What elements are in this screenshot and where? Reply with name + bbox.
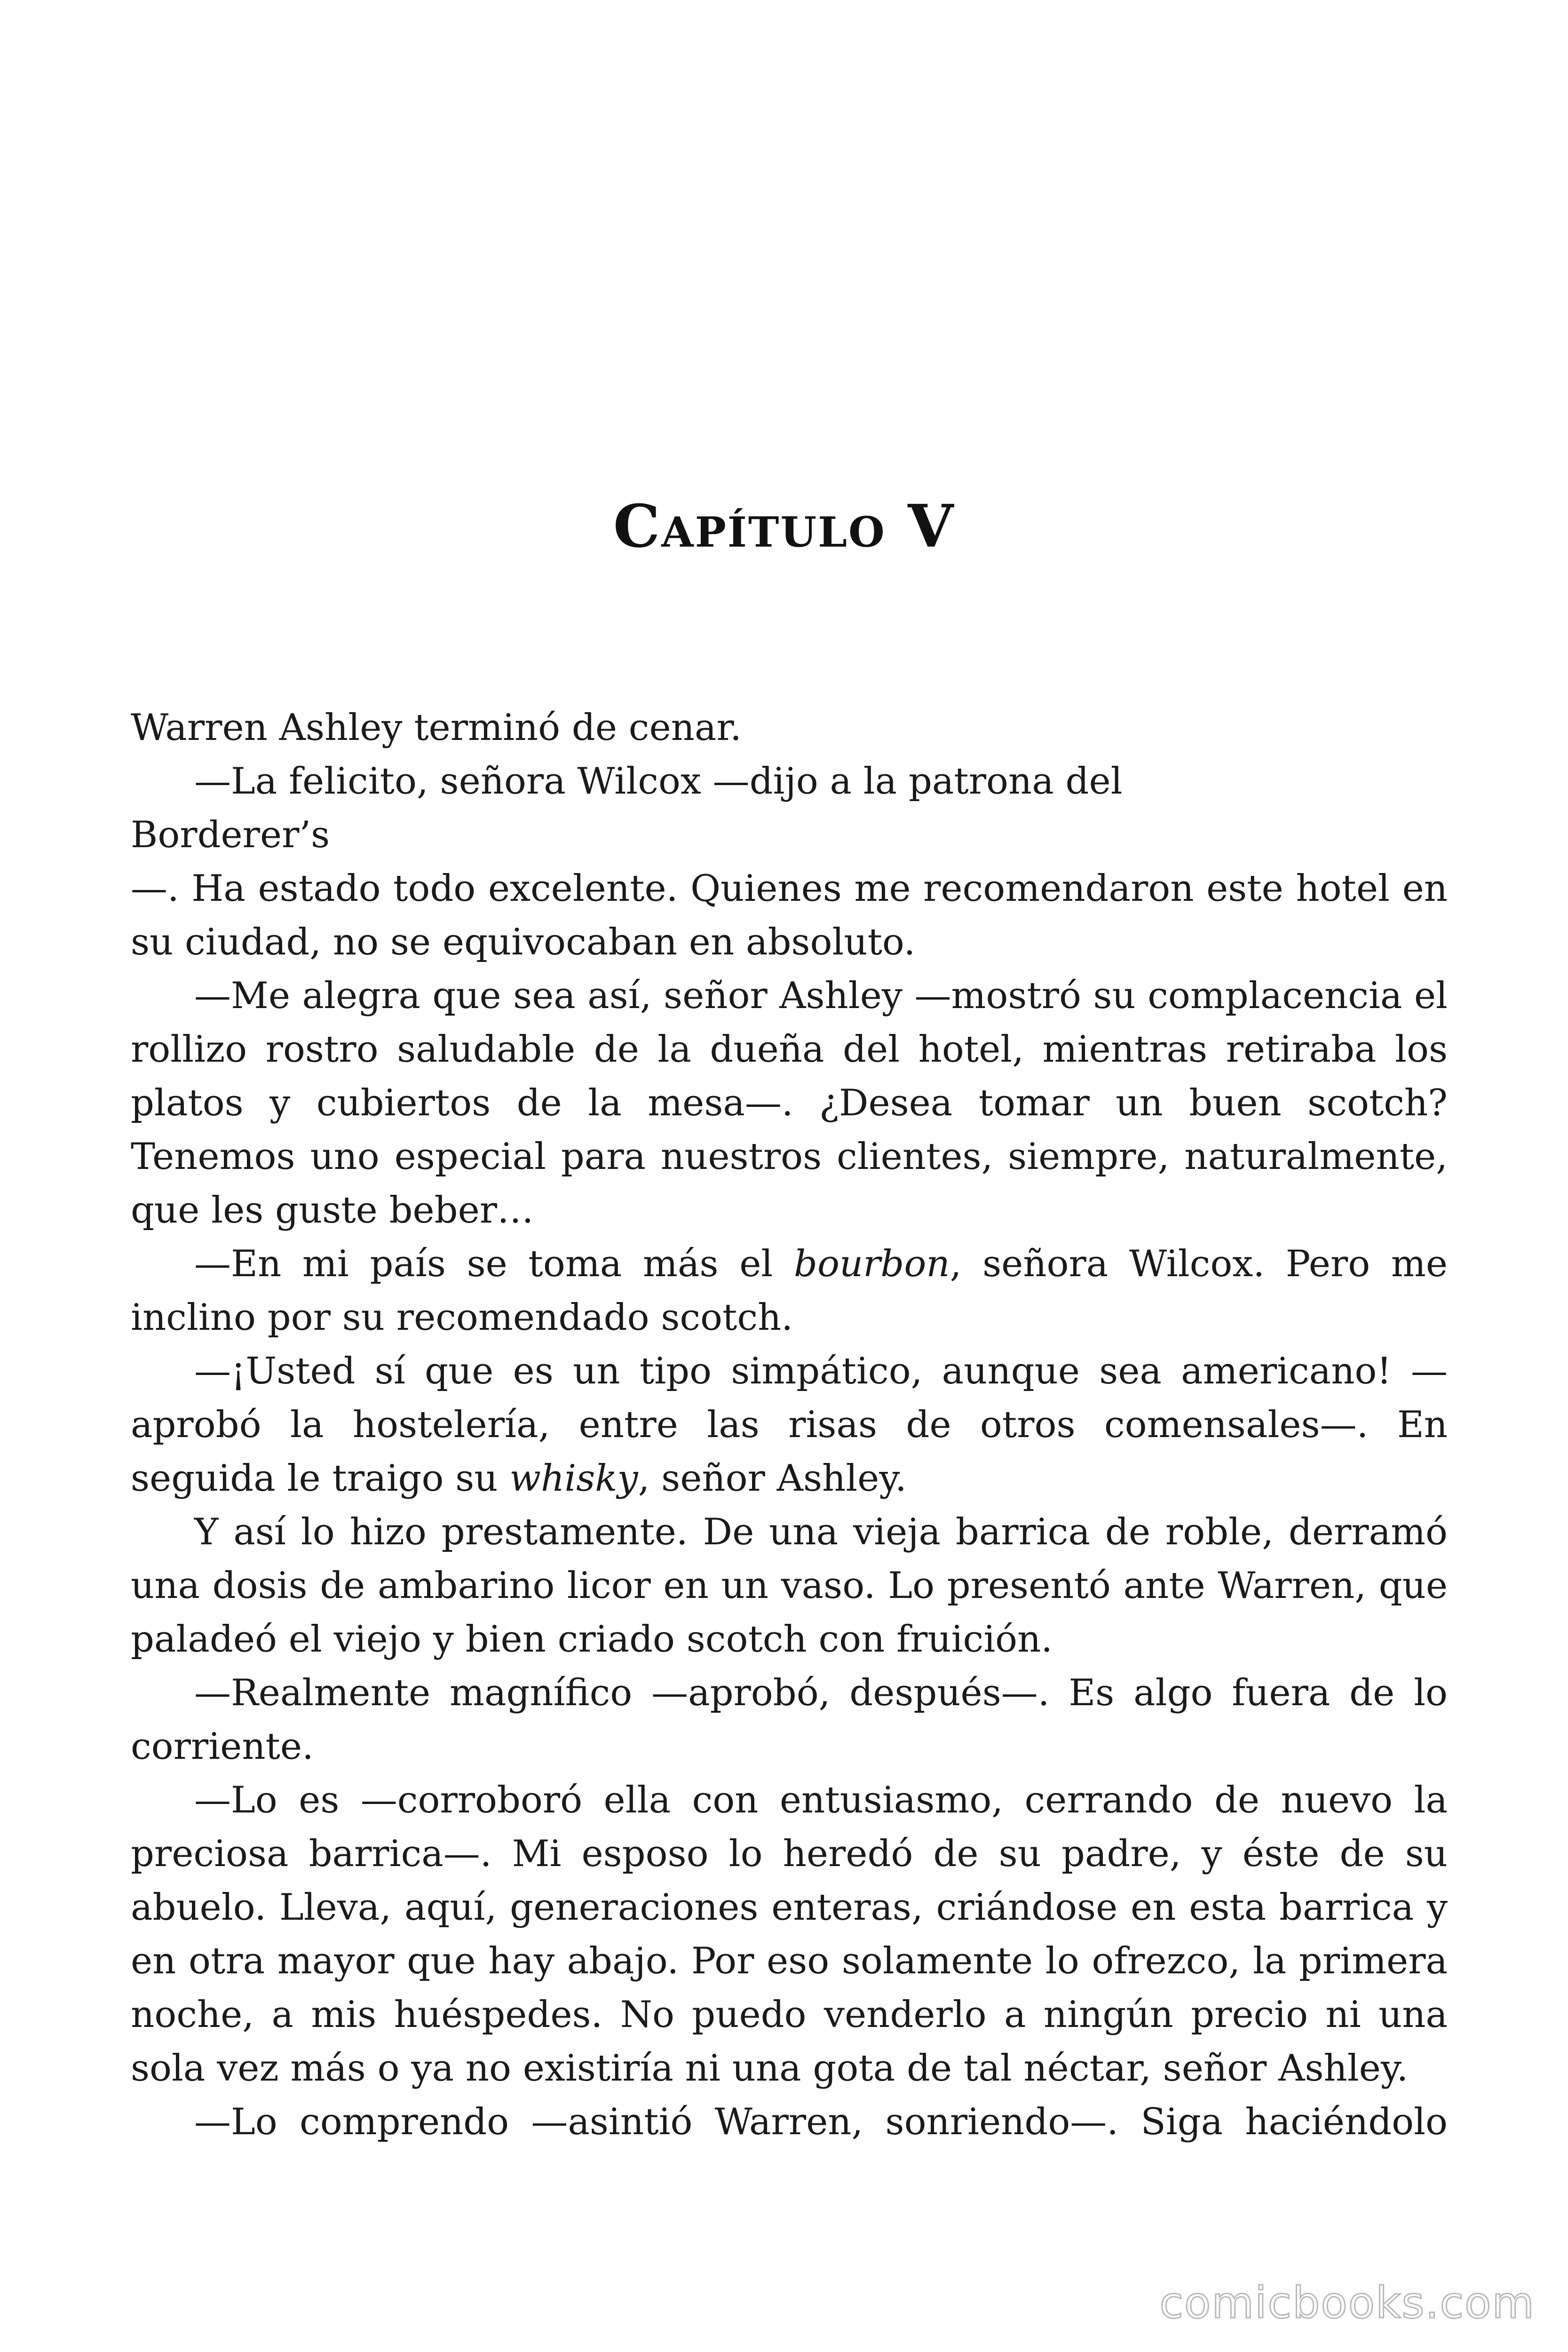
paragraph: —Realmente magnífico —aprobó, después—. Es algo fuera de lo corriente. — [131, 1672, 1448, 1768]
italic-term: whisky — [509, 1457, 638, 1500]
paragraph: —Me alegra que sea así, señor Ashley —mostró su complacencia el rollizo rostro saludable de la dueña del hotel, mientras retiraba los platos y cubiertos de la mesa—. ¿Desea tomar un buen scotch? Tenemos uno especial para nuestros clientes, siempre, naturalmente, que les guste beber… — [131, 975, 1448, 1232]
paragraph-text: —En mi país se toma más el — [194, 1243, 794, 1285]
paragraph: Y así lo hizo prestamente. De una vieja barrica de roble, derramó una dosis de ambarino licor en un vaso. Lo presentó ante Warren, que paladeó el viejo y bien criado scotch con fruición. — [131, 1511, 1448, 1661]
paragraph: —Lo comprendo —asintió Warren, sonriendo—. Siga haciéndolo — [194, 2101, 1448, 2143]
paragraph — [131, 1344, 1448, 1505]
paragraph: —. Ha estado todo excelente. Quienes me recomendaron este hotel en su ciudad, no se equivocaban en absoluto. — [131, 867, 1448, 963]
paragraph: —Lo es —corroboró ella con entusiasmo, cerrando de nuevo la preciosa barrica—. Mi esposo lo heredó de su padre, y éste de su abuelo. Lleva, aquí, generaciones enteras, criándose en esta barrica y en otra mayor que hay abajo. Por eso solamente lo ofrezco, la primera noche, a mis huéspedes. No puedo venderlo a ningún precio ni una sola vez más o ya no existiría ni una gota de tal néctar, señor Ashley. — [131, 1779, 1448, 2090]
italic-term: bourbon — [794, 1243, 950, 1285]
chapter-title: Capítulo V — [613, 492, 955, 561]
paragraph-text: , señora Wilcox. Pero me inclino por su recomendado scotch. — [131, 1243, 1448, 1339]
chapter-body — [131, 701, 1448, 2149]
paragraph-text: , señor Ashley. — [638, 1457, 907, 1500]
paragraph: Borderer’s — [131, 814, 330, 856]
paragraph-text: —¡Usted sí que es un tipo simpático, aunque sea americano! —aprobó la hostelería, entre las risas de otros comensales—. En seguida le traigo su — [131, 1350, 1448, 1500]
paragraph: —La felicito, señora Wilcox —dijo a la patrona del — [194, 760, 1123, 803]
paragraph: Warren Ashley terminó de cenar. — [131, 707, 742, 749]
paragraph — [131, 1237, 1448, 1344]
watermark: comicbooks.com — [1159, 2278, 1535, 2328]
